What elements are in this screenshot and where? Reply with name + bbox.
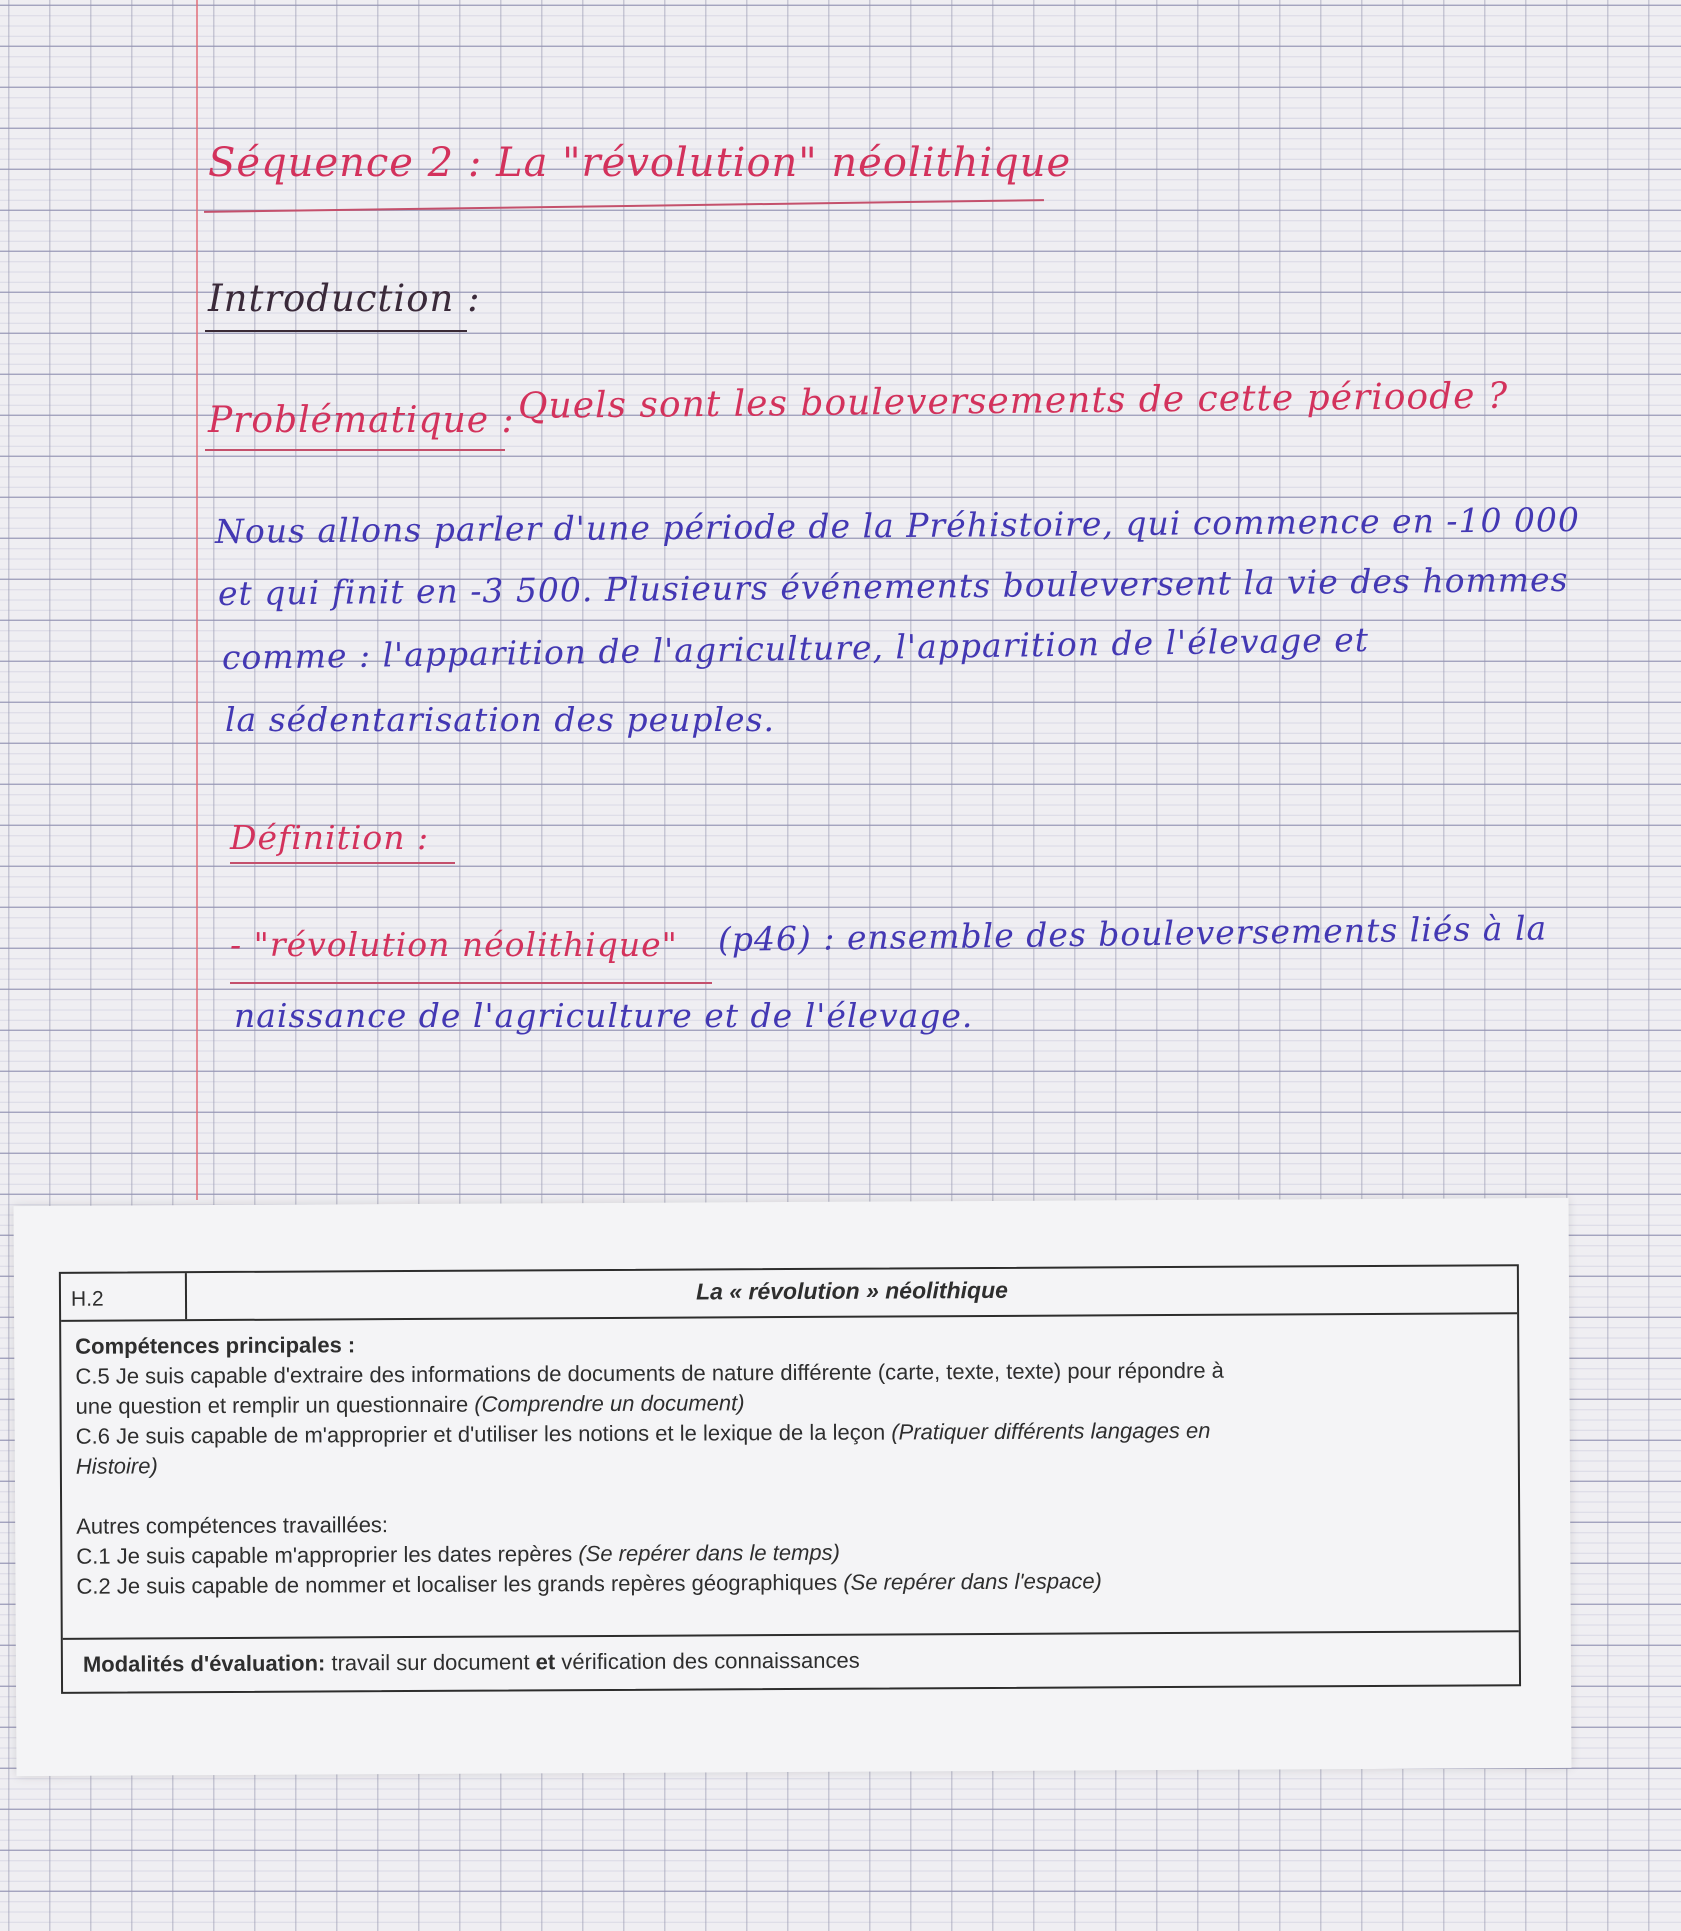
introduction-label: Introduction : (208, 277, 481, 320)
skill-c2-code: C.2 (76, 1573, 111, 1599)
introduction-underline (205, 330, 467, 332)
definition-text-line-1: (p46) : ensemble des bouleversements liés à la (717, 908, 1548, 959)
skill-c5-domain: (Comprendre un document) (474, 1390, 745, 1417)
skill-c5-text-cont: une question et remplir un questionnaire (75, 1391, 469, 1419)
evaluation-label: Modalités d'évaluation: (82, 1650, 326, 1677)
sequence-title: Séquence 2 : La "révolution" néolithique (208, 140, 1072, 186)
intro-paragraph-line-1: Nous allons parler d'une période de la Préhistoire, qui commence en -10 000 (214, 500, 1581, 551)
sequence-code: H.2 (61, 1273, 187, 1320)
skill-c1-code: C.1 (76, 1543, 111, 1569)
skill-c1-domain: (Se repérer dans le temps) (578, 1539, 841, 1567)
sequence-title-underline (204, 199, 1044, 213)
evaluation-and: et (535, 1649, 556, 1675)
printed-skills-sheet (14, 1198, 1572, 1776)
problematique-underline (205, 449, 505, 451)
definition-term-underline (230, 982, 712, 984)
problematique-label: Problématique : (208, 400, 515, 441)
intro-paragraph-line-3: comme : l'apparition de l'agriculture, l'apparition de l'élevage et (221, 619, 1370, 677)
problematique-question: Quels sont les bouleversements de cette périoode ? (517, 375, 1509, 427)
skill-c1-text: Je suis capable m'approprier les dates repères (116, 1541, 573, 1569)
evaluation-text-1: travail sur document (331, 1649, 530, 1676)
main-skills-label: Compétences principales : (75, 1332, 356, 1359)
sheet-title: La « révolution » néolithique (695, 1276, 1008, 1305)
definition-term: - "révolution néolithique" (230, 925, 678, 964)
evaluation-row (63, 1634, 1519, 1692)
intro-paragraph-line-2: et qui finit en -3 500. Plusieurs événements bouleversent la vie des hommes (217, 559, 1569, 613)
skill-c5-code: C.5 (75, 1363, 110, 1389)
margin-line (196, 0, 198, 1200)
skill-c2 (76, 1564, 1504, 1601)
skill-c6-domain-cont: Histoire) (75, 1453, 158, 1479)
table-header (61, 1266, 1517, 1322)
skill-c5-text: Je suis capable d'extraire des informations de documents de nature différente (carte, texte, texte) pour répondre à (115, 1357, 1224, 1389)
skill-c2-text: Je suis capable de nommer et localiser les grands repères géographiques (116, 1569, 838, 1599)
skills-table (59, 1264, 1521, 1694)
definition-underline (230, 862, 455, 864)
skill-c6-domain: (Pratiquer différents langages en (891, 1417, 1211, 1445)
evaluation-text-2: vérification des connaissances (561, 1647, 860, 1675)
skill-c2-domain: (Se repérer dans l'espace) (843, 1568, 1102, 1595)
intro-paragraph-line-4: la sédentarisation des peuples. (225, 700, 776, 739)
skill-c6-text: Je suis capable de m'approprier et d'utiliser les notions et le lexique de la leçon (116, 1419, 886, 1449)
competences-section (61, 1314, 1519, 1640)
definition-text-line-2: naissance de l'agriculture et de l'élevage. (234, 996, 974, 1035)
other-skills-label: Autres compétences travaillées: (76, 1512, 389, 1539)
definition-label: Définition : (230, 818, 430, 857)
skill-c6-code: C.6 (75, 1423, 111, 1449)
